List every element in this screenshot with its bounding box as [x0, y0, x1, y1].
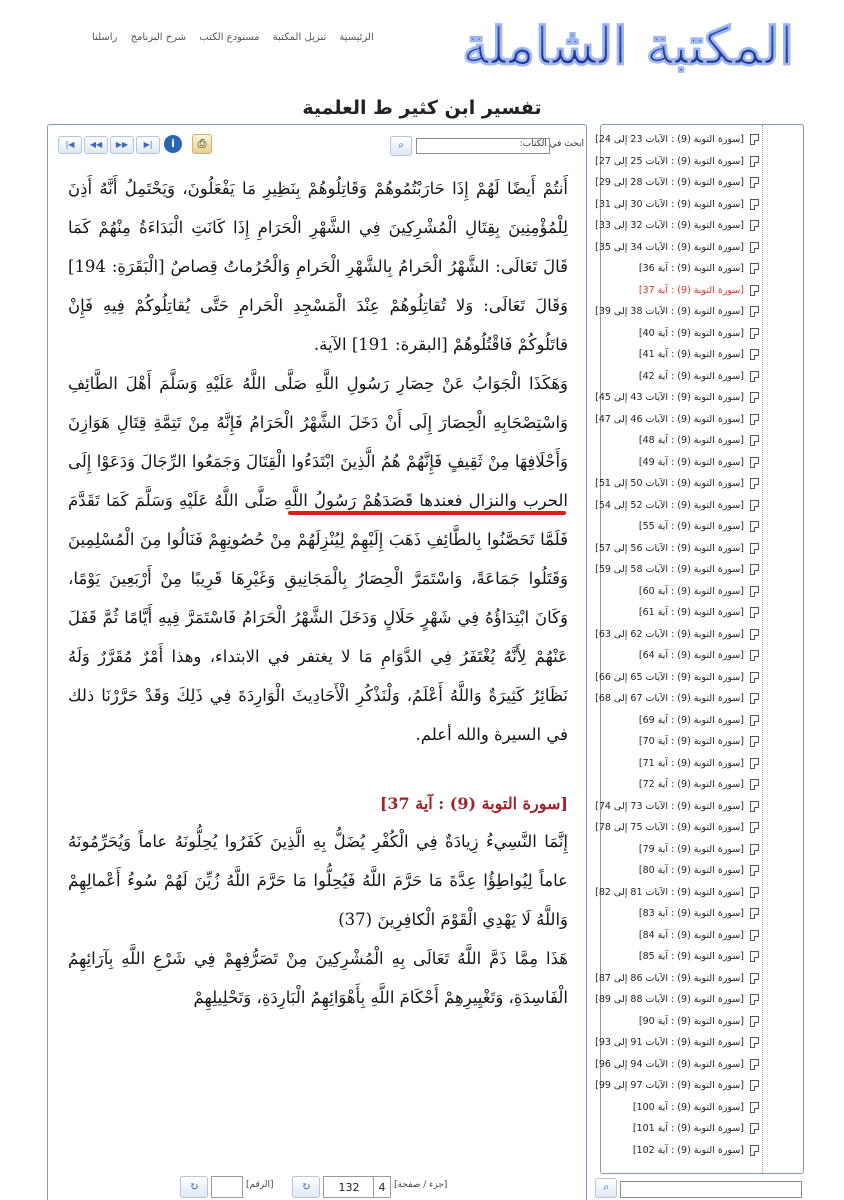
toc-item[interactable]	[595, 860, 759, 882]
toc-item[interactable]	[595, 280, 759, 302]
part-input[interactable]	[373, 1176, 391, 1198]
document-icon	[750, 478, 759, 489]
toc-item[interactable]	[595, 258, 759, 280]
reading-panel	[47, 124, 587, 1200]
document-icon	[750, 758, 759, 769]
toc-item[interactable]	[595, 559, 759, 581]
toc-item-label: [سورة التوبة (9) : آية 101]	[632, 1123, 744, 1134]
toc-item-label: [سورة التوبة (9) : الآيات 56 إلى 57]	[595, 542, 744, 554]
toc-item-label: [سورة التوبة (9) : آية 80]	[638, 865, 744, 876]
toc-item-label: [سورة التوبة (9) : آية 42]	[638, 370, 744, 382]
quran-verse: إِنَّمَا النَّسِيءُ زِيادَةٌ فِي الْكُفْرِ يُضَلُّ بِهِ الَّذِينَ كَفَرُوا يُحِلُّونَهُ عاماً وَيُحَرِّمُونَهُ عاماً لِيُواطِؤُا عِدَّةَ مَا حَرَّمَ اللَّهُ فَيُحِلُّوا مَا حَرَّمَ اللَّهُ زُيِّنَ لَهُمْ سُوءُ أَعْمالِهِمْ وَاللَّهُ لَا يَهْدِي الْقَوْمَ الْكافِرِينَ (37)	[68, 832, 568, 929]
document-icon	[750, 156, 759, 167]
document-icon	[750, 435, 759, 446]
document-icon	[750, 672, 759, 683]
toc-item[interactable]	[595, 1140, 759, 1162]
toc-item-label: [سورة التوبة (9) : آية 49]	[638, 456, 744, 468]
document-icon	[750, 521, 759, 532]
text-paragraph: هَذَا مِمَّا ذَمَّ اللَّهُ تَعَالَى بِهِ الْمُشْرِكِينَ مِنْ تَصَرُّفِهِمْ فِي شَرْعِ اللَّهِ بِآرَائِهِمُ الْفَاسِدَةِ، وَتَغْيِيرِهِمْ أَحْكَامَ اللَّهِ بِأَهْوَائِهِمُ الْبَارِدَةِ، وَتَحْلِيلِهِمْ	[68, 949, 568, 1007]
toc-item-label: [سورة التوبة (9) : الآيات 65 إلى 66]	[595, 671, 744, 683]
document-icon	[750, 564, 759, 575]
title-bar	[0, 90, 844, 126]
book-search-button[interactable]	[390, 136, 412, 156]
document-icon	[750, 1016, 759, 1027]
toc-item-label: [سورة التوبة (9) : آية 69]	[638, 714, 744, 726]
toc-item[interactable]	[595, 688, 759, 710]
document-icon	[750, 220, 759, 231]
toc-item[interactable]	[595, 1075, 759, 1097]
document-icon	[750, 951, 759, 962]
document-icon	[750, 263, 759, 274]
document-icon	[750, 1102, 759, 1113]
document-icon	[750, 629, 759, 640]
toc-item-label: [سورة التوبة (9) : آية 85]	[638, 951, 744, 962]
document-icon	[750, 242, 759, 253]
text-paragraph: وَهَكَذَا الْجَوَابُ عَنْ حِصَارِ رَسُولِ اللَّهِ صَلَّى اللَّهُ عَلَيْهِ وَسَلَّمَ أَهْلَ الطَّائِفِ وَاسْتِصْحَابِهِ الْحِصَارَ إِلَى أَنْ دَخَلَ الشَّهْرُ الْحَرَامُ فَإِنَّهُ مِنْ تَتِمَّةِ قِتَالِ هَوَازِنَ وَأَحْلَافِهَا مِنْ ثَقِيفٍ فَإِنَّهُمْ هُمُ الَّذِينَ ابْتَدَءُوا الْقِتَالَ وَجَمَعُوا الرِّجَالَ وَدَعَوْا إِلَى الحرب والنزال فعندها قَصَدَهُمْ رَسُولُ اللَّهِ صَلَّى اللَّهُ عَلَيْهِ وَسَلَّمَ كَمَا تَقَدَّمَ فَلَمَّا تَحَصَّنُوا بِالطَّائِفِ ذَهَبَ إِلَيْهِمْ لِيُنْزِلَهُمْ مِنْ حُصُونِهِمْ فَنَالُوا مِنَ الْمُسْلِمِينَ وَقَتَلُوا جَمَاعَةً، وَاسْتَمَرَّ الْحِصَارُ بِالْمَجَانِيقِ وَغَيْرِهَا قَرِيبًا مِنْ أَرْبَعِينَ يَوْمًا، وَكَانَ ابْتِدَاؤُهُ فِي شَهْرٍ حَلَالٍ وَدَخَلَ الشَّهْرُ الْحَرَامُ فَاسْتَمَرَّ فِيهِ أَيَّامًا ثُمَّ قَفَلَ عَنْهُمْ لِأَنَّهُ يُغْتَفَرُ فِي الدَّوَامِ مَا لا يغتفر في الابتداء، وهذا أَمْرٌ مُقَرَّرٌ وَلَهُ نَظَائِرُ كَثِيرَةٌ وَاللَّهُ أَعْلَمُ، وَلْنَذْكُرِ الْأَحَادِيثَ الْوَارِدَةَ فِي ذَلِكَ وَقَدْ حَرَّرْنَا ذلك في السيرة والله أعلم.	[68, 374, 568, 744]
document-icon	[750, 1059, 759, 1070]
document-icon	[750, 822, 759, 833]
document-icon	[750, 586, 759, 597]
printer-icon: ⎙	[197, 137, 207, 150]
document-icon	[750, 285, 759, 296]
first-page-button[interactable]	[58, 136, 82, 154]
nav-books-repository-link[interactable]: مستودع الكتب	[199, 32, 260, 43]
search-icon: ⌕	[603, 1182, 609, 1193]
toc-item[interactable]	[595, 989, 759, 1011]
page-navigator	[180, 1172, 580, 1200]
nav-home-link[interactable]: الرئيسية	[339, 32, 374, 43]
document-icon	[750, 371, 759, 382]
toc-item[interactable]	[595, 710, 759, 732]
number-label: [الرقم]	[246, 1180, 274, 1190]
toc-item[interactable]	[595, 624, 759, 646]
toc-item[interactable]	[595, 194, 759, 216]
document-icon	[750, 177, 759, 188]
toc-item-label: [سورة التوبة (9) : آية 55]	[638, 521, 744, 532]
document-icon	[750, 1037, 759, 1048]
toc-item-label: [سورة التوبة (9) : الآيات 50 إلى 51]	[595, 478, 744, 489]
toc-item[interactable]	[595, 1097, 759, 1119]
toc-item[interactable]	[595, 817, 759, 839]
toc-item[interactable]	[595, 430, 759, 452]
toc-item[interactable]	[595, 409, 759, 431]
print-button[interactable]	[192, 134, 212, 154]
previous-page-icon: ◀◀	[89, 140, 103, 149]
document-icon	[750, 199, 759, 210]
toc-item[interactable]	[595, 946, 759, 968]
toc-item[interactable]	[595, 645, 759, 667]
toc-item[interactable]	[595, 301, 759, 323]
toc-item[interactable]	[595, 151, 759, 173]
toc-item-label: [سورة التوبة (9) : آية 60]	[638, 585, 744, 597]
toc-item[interactable]	[595, 1032, 759, 1054]
toc-search-button[interactable]	[595, 1178, 617, 1198]
toc-item[interactable]	[595, 581, 759, 603]
toc-item-label: [سورة التوبة (9) : الآيات 32 إلى 33]	[595, 220, 744, 231]
toc-item-label: [سورة التوبة (9) : آية 71]	[638, 757, 744, 769]
toc-item-label: [سورة التوبة (9) : الآيات 58 إلى 59]	[595, 564, 744, 575]
toc-item-label: [سورة التوبة (9) : آية 72]	[638, 779, 744, 790]
toc-item-label: [سورة التوبة (9) : الآيات 34 إلى 35]	[595, 241, 744, 253]
toc-item-label: [سورة التوبة (9) : الآيات 88 إلى 89]	[595, 994, 744, 1005]
nav-contact-link[interactable]: راسلنا	[92, 32, 118, 43]
document-icon	[750, 801, 759, 812]
toc-item[interactable]	[595, 925, 759, 947]
toc-item-label: [سورة التوبة (9) : الآيات 46 إلى 47]	[595, 413, 744, 425]
surah-verse-heading: [سورة التوبة (9) : آية 37]	[379, 794, 568, 813]
document-icon	[750, 134, 759, 145]
previous-page-button[interactable]	[84, 136, 108, 154]
text-paragraph: أَنتُمْ أَيضًا لَهُمْ إِذَا حَارَبْتُمُوهُمْ وَقَاتِلُوهُمْ بِنَظِيرِ مَا يَفْعَلُونَ، وَيَحْتَمِلُ أَنَّهُ أَذِنَ لِلْمُؤْمِنِينَ بِقِتَالِ الْمُشْرِكِينَ فِي الشَّهْرِ الْحَرَامِ إِذَا كَانَتِ الْبَدَاءَةُ مِنْهُمْ كَمَا قَالَ تَعَالَى: الشَّهْرُ الْحَرامُ بِالشَّهْرِ الْحَرامِ وَالْحُرُماتُ قِصاصٌ [الْبَقَرَةِ: 194] وَقَالَ تَعَالَى: وَلا تُقاتِلُوهُمْ عِنْدَ الْمَسْجِدِ الْحَرامِ حَتَّى يُقاتِلُوكُمْ فِيهِ فَإِنْ قاتَلُوكُمْ فَاقْتُلُوهُمْ [البقرة: 191] الآية.	[68, 179, 568, 354]
toc-item-label: [سورة التوبة (9) : آية 64]	[638, 650, 744, 661]
toc-list	[595, 129, 759, 1161]
toc-item[interactable]	[595, 237, 759, 259]
book-search-label: ابحث في الكتاب:	[519, 139, 584, 149]
toc-item[interactable]	[595, 516, 759, 538]
document-icon	[750, 414, 759, 425]
next-page-icon: ▶▶	[115, 140, 129, 149]
toc-item-label: [سورة التوبة (9) : الآيات 86 إلى 87]	[595, 972, 744, 984]
toc-item-label: [سورة التوبة (9) : آية 79]	[638, 843, 744, 855]
highlight-underline	[288, 511, 566, 515]
document-icon	[750, 607, 759, 618]
toc-item-label: [سورة التوبة (9) : آية 48]	[638, 435, 744, 446]
document-icon	[750, 1123, 759, 1134]
next-page-button[interactable]	[110, 136, 134, 154]
go-number-button[interactable]	[180, 1176, 208, 1198]
toc-item[interactable]	[595, 602, 759, 624]
toc-item[interactable]	[595, 882, 759, 904]
nav-download-link[interactable]: تنزيل المكتبة	[272, 32, 327, 43]
toc-item-label: [سورة التوبة (9) : الآيات 73 إلى 74]	[595, 800, 744, 812]
toc-item[interactable]	[595, 968, 759, 990]
info-button[interactable]	[164, 135, 182, 153]
document-icon	[750, 328, 759, 339]
toc-search-input[interactable]	[620, 1181, 802, 1198]
toc-item-label: [سورة التوبة (9) : الآيات 91 إلى 93]	[595, 1037, 744, 1048]
document-icon	[750, 908, 759, 919]
page-input[interactable]	[323, 1176, 375, 1198]
search-icon: ⌕	[398, 140, 404, 151]
toc-item[interactable]	[595, 129, 759, 151]
toc-item-label: [سورة التوبة (9) : آية 83]	[638, 908, 744, 919]
toc-item[interactable]	[595, 731, 759, 753]
document-icon	[750, 306, 759, 317]
refresh-icon: ↻	[301, 1180, 311, 1193]
toc-item[interactable]	[595, 387, 759, 409]
toc-item[interactable]	[595, 796, 759, 818]
toc-item-label: [سورة التوبة (9) : الآيات 43 إلى 45]	[595, 392, 744, 403]
site-logo[interactable]	[462, 4, 804, 84]
nav-program-guide-link[interactable]: شرح البرنامج	[130, 32, 187, 43]
document-icon	[750, 736, 759, 747]
document-icon	[750, 500, 759, 511]
toc-item-label: [سورة التوبة (9) : آية 100]	[632, 1101, 744, 1113]
document-icon	[750, 865, 759, 876]
document-icon	[750, 1080, 759, 1091]
toc-item[interactable]	[595, 172, 759, 194]
document-icon	[750, 887, 759, 898]
go-page-button[interactable]	[292, 1176, 320, 1198]
toc-item[interactable]	[595, 215, 759, 237]
document-icon	[750, 973, 759, 984]
toc-item[interactable]	[595, 667, 759, 689]
document-icon	[750, 392, 759, 403]
toc-item-label: [سورة التوبة (9) : الآيات 97 إلى 99]	[595, 1080, 744, 1091]
document-icon	[750, 349, 759, 360]
toc-item-label: [سورة التوبة (9) : آية 84]	[638, 929, 744, 941]
toc-item-label: [سورة التوبة (9) : آية 41]	[638, 349, 744, 360]
toc-item-label: [سورة التوبة (9) : آية 61]	[638, 607, 744, 618]
toc-item-label: [سورة التوبة (9) : آية 37]	[638, 284, 744, 296]
toc-item[interactable]	[595, 1118, 759, 1140]
document-icon	[750, 930, 759, 941]
toc-item[interactable]	[595, 366, 759, 388]
document-icon	[750, 650, 759, 661]
document-icon	[750, 715, 759, 726]
reader-toolbar	[48, 125, 586, 163]
book-title: تفسير ابن كثير ط العلمية	[302, 97, 542, 119]
toc-item-label: [سورة التوبة (9) : الآيات 38 إلى 39]	[595, 306, 744, 317]
toc-item-label: [سورة التوبة (9) : الآيات 75 إلى 78]	[595, 822, 744, 833]
toc-item-label: [سورة التوبة (9) : الآيات 62 إلى 63]	[595, 628, 744, 640]
document-icon	[750, 693, 759, 704]
toc-item[interactable]	[595, 344, 759, 366]
toc-item[interactable]	[595, 753, 759, 775]
toc-item[interactable]	[595, 774, 759, 796]
toc-item[interactable]	[595, 452, 759, 474]
toc-item[interactable]	[595, 839, 759, 861]
toc-item-label: [سورة التوبة (9) : الآيات 28 إلى 29]	[595, 177, 744, 188]
svg-text:المكتبة الشاملة: المكتبة الشاملة	[462, 16, 794, 77]
toc-item-label: [سورة التوبة (9) : آية 102]	[632, 1144, 744, 1156]
toc-item-label: [سورة التوبة (9) : الآيات 81 إلى 82]	[595, 886, 744, 898]
last-page-button[interactable]	[136, 136, 160, 154]
document-icon	[750, 779, 759, 790]
toc-item[interactable]	[595, 473, 759, 495]
refresh-icon: ↻	[189, 1180, 199, 1193]
toc-item[interactable]	[595, 538, 759, 560]
toc-item[interactable]	[595, 903, 759, 925]
toc-item-label: [سورة التوبة (9) : الآيات 23 إلى 24]	[595, 134, 744, 145]
part-page-label: [جزء / صفحة]	[394, 1180, 448, 1190]
toc-item-label: [سورة التوبة (9) : آية 90]	[638, 1015, 744, 1027]
toc-item-label: [سورة التوبة (9) : الآيات 25 إلى 27]	[595, 155, 744, 167]
toc-item-label: [سورة التوبة (9) : آية 36]	[638, 263, 744, 274]
toc-item-label: [سورة التوبة (9) : آية 70]	[638, 736, 744, 747]
toc-panel	[595, 124, 804, 1174]
toc-item[interactable]	[595, 1011, 759, 1033]
document-icon	[750, 543, 759, 554]
document-icon	[750, 994, 759, 1005]
top-nav	[82, 32, 374, 43]
document-icon	[750, 457, 759, 468]
last-page-icon: ▶|	[143, 140, 153, 149]
document-icon	[750, 1145, 759, 1156]
document-icon	[750, 844, 759, 855]
toc-item-label: [سورة التوبة (9) : آية 40]	[638, 327, 744, 339]
tree-connector-line	[762, 125, 763, 1173]
toc-item[interactable]	[595, 495, 759, 517]
toc-item-label: [سورة التوبة (9) : الآيات 94 إلى 96]	[595, 1058, 744, 1070]
book-text	[68, 169, 568, 1017]
toc-item-label: [سورة التوبة (9) : الآيات 30 إلى 31]	[595, 198, 744, 210]
toc-item[interactable]	[595, 1054, 759, 1076]
info-icon: i	[171, 137, 175, 150]
first-page-icon: |◀	[65, 140, 75, 149]
number-input[interactable]	[211, 1176, 243, 1198]
toc-item-label: [سورة التوبة (9) : الآيات 52 إلى 54]	[595, 499, 744, 511]
toc-item-label: [سورة التوبة (9) : الآيات 67 إلى 68]	[595, 693, 744, 704]
toc-item[interactable]	[595, 323, 759, 345]
